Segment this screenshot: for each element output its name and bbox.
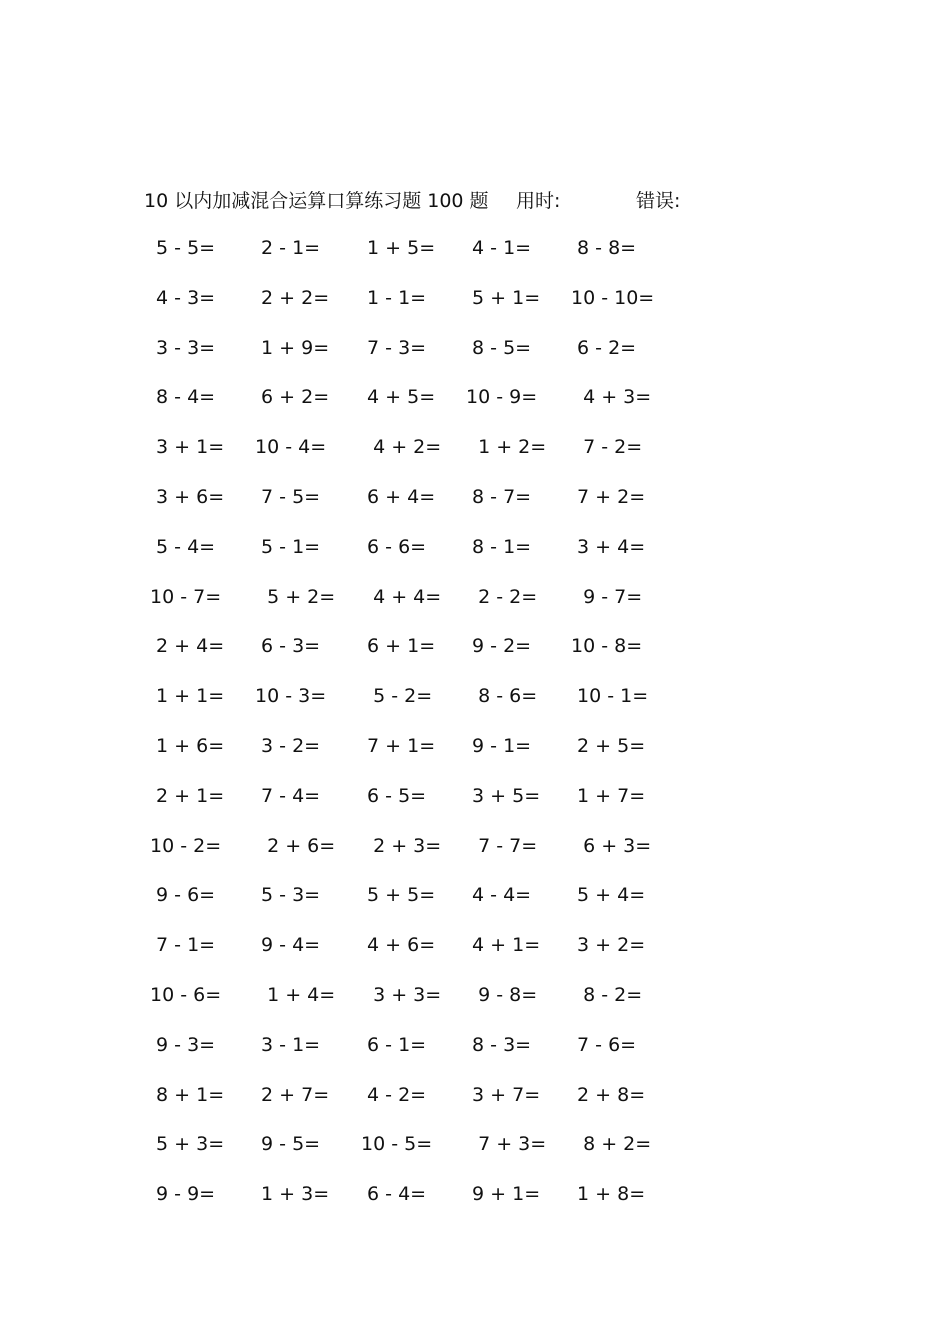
time-label: 用时:: [516, 190, 561, 212]
math-problem: 9 - 8=: [466, 983, 538, 1006]
math-problem: 10 - 3=: [255, 685, 327, 708]
math-problem: 2 + 2=: [255, 286, 330, 309]
math-problem: 6 - 4=: [361, 1183, 427, 1206]
math-problem: 10 - 4=: [255, 436, 327, 459]
math-problem: 9 + 1=: [466, 1183, 541, 1206]
math-problem: 2 - 1=: [255, 237, 321, 259]
math-problem: 9 - 5=: [255, 1133, 321, 1156]
math-problem: 4 - 1=: [466, 237, 532, 259]
math-problem: 3 + 6=: [150, 485, 225, 508]
math-problem: 5 + 3=: [150, 1133, 225, 1156]
math-problem: 6 + 2=: [255, 386, 330, 409]
math-problem: 6 - 2=: [571, 336, 637, 359]
math-problem: 3 + 3=: [361, 983, 442, 1006]
math-problem: 1 + 3=: [255, 1183, 330, 1206]
math-problem: 7 - 3=: [361, 336, 427, 359]
math-problem: 9 - 2=: [466, 635, 532, 658]
math-problem: 8 - 8=: [571, 237, 637, 259]
math-problem: 5 + 1=: [466, 286, 541, 309]
math-problem: 8 - 7=: [466, 485, 532, 508]
math-problem: 8 - 4=: [150, 386, 216, 409]
math-problem: 2 + 7=: [255, 1083, 330, 1106]
math-problem: 8 + 2=: [571, 1133, 652, 1156]
math-problem: 3 - 3=: [150, 336, 216, 359]
math-problem: 1 - 1=: [361, 286, 427, 309]
worksheet-header: [144, 186, 784, 216]
math-problem: 4 - 4=: [466, 884, 532, 907]
math-problem: 2 - 2=: [466, 585, 538, 608]
math-problem: 5 - 2=: [361, 685, 433, 708]
math-problem: 4 + 4=: [361, 585, 442, 608]
math-problem: 4 + 1=: [466, 934, 541, 957]
math-problem: 3 + 2=: [571, 934, 646, 957]
math-problem: 8 - 1=: [466, 535, 532, 558]
math-problem: 5 - 4=: [150, 535, 216, 558]
math-problem: 1 + 9=: [255, 336, 330, 359]
math-problem: 2 + 4=: [150, 635, 225, 658]
math-problem: 3 + 5=: [466, 784, 541, 807]
math-problem: 2 + 8=: [571, 1083, 646, 1106]
math-problem: 4 + 3=: [571, 386, 652, 409]
math-problem: 10 - 2=: [150, 834, 222, 857]
math-problem: 5 - 1=: [255, 535, 321, 558]
math-problem: 6 - 3=: [255, 635, 321, 658]
math-problem: 7 - 7=: [466, 834, 538, 857]
math-problem: 1 + 6=: [150, 734, 225, 757]
math-problem: 4 + 2=: [361, 436, 442, 459]
math-problem: 1 + 1=: [150, 685, 225, 708]
math-problem: 3 + 4=: [571, 535, 646, 558]
math-problem: 1 + 7=: [571, 784, 646, 807]
math-problem: 6 - 6=: [361, 535, 427, 558]
math-problem: 9 - 1=: [466, 734, 532, 757]
math-problem: 9 - 4=: [255, 934, 321, 957]
math-problem: 9 - 3=: [150, 1033, 216, 1056]
math-problem: 5 + 4=: [571, 884, 646, 907]
math-problem: 1 + 4=: [255, 983, 336, 1006]
math-problem: 1 + 8=: [571, 1183, 646, 1206]
math-problem: 4 - 2=: [361, 1083, 427, 1106]
math-problem: 10 - 8=: [571, 635, 643, 658]
math-problem: 7 - 1=: [150, 934, 216, 957]
math-problem: 4 - 3=: [150, 286, 216, 309]
math-problem: 10 - 10=: [571, 286, 655, 309]
math-problem: 8 - 3=: [466, 1033, 532, 1056]
math-problem: 7 + 3=: [466, 1133, 547, 1156]
math-problem: 10 - 9=: [466, 386, 538, 409]
math-problem: 5 - 5=: [150, 237, 216, 259]
math-problem: 10 - 1=: [571, 685, 649, 708]
math-problem: 7 - 5=: [255, 485, 321, 508]
math-problem: 6 + 1=: [361, 635, 436, 658]
math-problem: 6 + 3=: [571, 834, 652, 857]
math-problem: 3 - 2=: [255, 734, 321, 757]
math-problem: 6 - 5=: [361, 784, 427, 807]
math-problem: 4 + 5=: [361, 386, 436, 409]
math-problem: 6 - 1=: [361, 1033, 427, 1056]
math-problem: 5 - 3=: [255, 884, 321, 907]
math-problem: 6 + 4=: [361, 485, 436, 508]
math-problem: 7 - 2=: [571, 436, 643, 459]
math-problem: 5 + 5=: [361, 884, 436, 907]
math-problem: 3 + 1=: [150, 436, 225, 459]
math-problem: 8 - 2=: [571, 983, 643, 1006]
math-problem: 8 - 6=: [466, 685, 538, 708]
worksheet-title: 10 以内加减混合运算口算练习题 100 题: [144, 190, 489, 212]
math-problem: 3 - 1=: [255, 1033, 321, 1056]
math-problem: 7 - 6=: [571, 1033, 637, 1056]
math-problem: 2 + 3=: [361, 834, 442, 857]
math-problem: 3 + 7=: [466, 1083, 541, 1106]
errors-label: 错误:: [636, 190, 681, 212]
math-problem: 4 + 6=: [361, 934, 436, 957]
math-problem: 1 + 5=: [361, 237, 436, 259]
math-problem: 10 - 7=: [150, 585, 222, 608]
math-problem: 10 - 6=: [150, 983, 222, 1006]
math-problem: 9 - 7=: [571, 585, 643, 608]
math-problem: 2 + 6=: [255, 834, 336, 857]
math-problem: 1 + 2=: [466, 436, 547, 459]
math-problem: 7 + 2=: [571, 485, 646, 508]
math-problem: 10 - 5=: [361, 1133, 433, 1156]
math-problem: 7 - 4=: [255, 784, 321, 807]
math-problem: 8 - 5=: [466, 336, 532, 359]
math-problem: 9 - 9=: [150, 1183, 216, 1206]
math-problem: 2 + 1=: [150, 784, 225, 807]
math-problem: 2 + 5=: [571, 734, 646, 757]
math-problem: 7 + 1=: [361, 734, 436, 757]
math-problem: 9 - 6=: [150, 884, 216, 907]
math-problem: 8 + 1=: [150, 1083, 225, 1106]
math-problem: 5 + 2=: [255, 585, 336, 608]
